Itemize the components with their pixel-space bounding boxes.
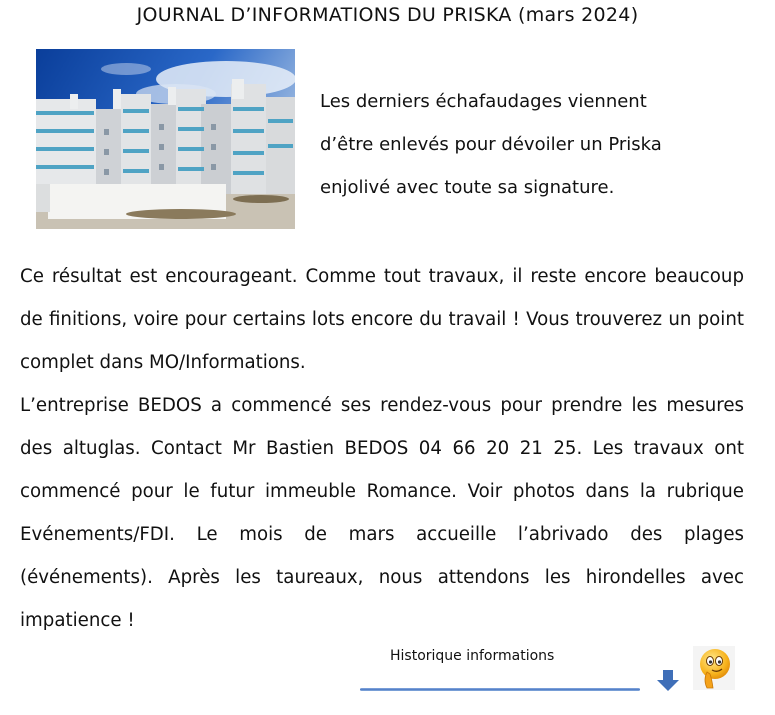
building-photo (36, 49, 295, 229)
intro-line: Les derniers échafaudages viennent (320, 91, 647, 112)
arrow-down-icon[interactable] (656, 670, 680, 692)
intro-line: d’être enlevés pour dévoiler un Priska (320, 134, 662, 155)
thinking-smiley-icon (693, 646, 735, 690)
paragraph: L’entreprise BEDOS a commencé ses rendez-vous pour prendre les mesures des altuglas. Contact Mr Bastien BEDOS 04 66 20 21 25. Les travaux ont commencé pour le futur immeuble Romance. Voir photos dans la rubrique Evénements/FDI. Le mois de mars accueille l’abrivado des plages (événements). Après les taureaux, nous attendons les hirondelles avec impatience ! (20, 395, 744, 631)
article-body (20, 255, 744, 642)
intro-line: enjolivé avec toute sa signature. (320, 177, 615, 198)
history-link-underline (360, 688, 640, 691)
intro-text (320, 80, 750, 209)
page-title: JOURNAL D’INFORMATIONS DU PRISKA (mars 2024) (136, 4, 639, 26)
paragraph: Ce résultat est encourageant. Comme tout travaux, il reste encore beaucoup de finitions, voire pour certains lots encore du travail ! Vous trouverez un point complet dans MO/Informations. (20, 266, 744, 373)
building-image (36, 49, 295, 229)
history-link[interactable]: Historique informations (390, 648, 555, 664)
